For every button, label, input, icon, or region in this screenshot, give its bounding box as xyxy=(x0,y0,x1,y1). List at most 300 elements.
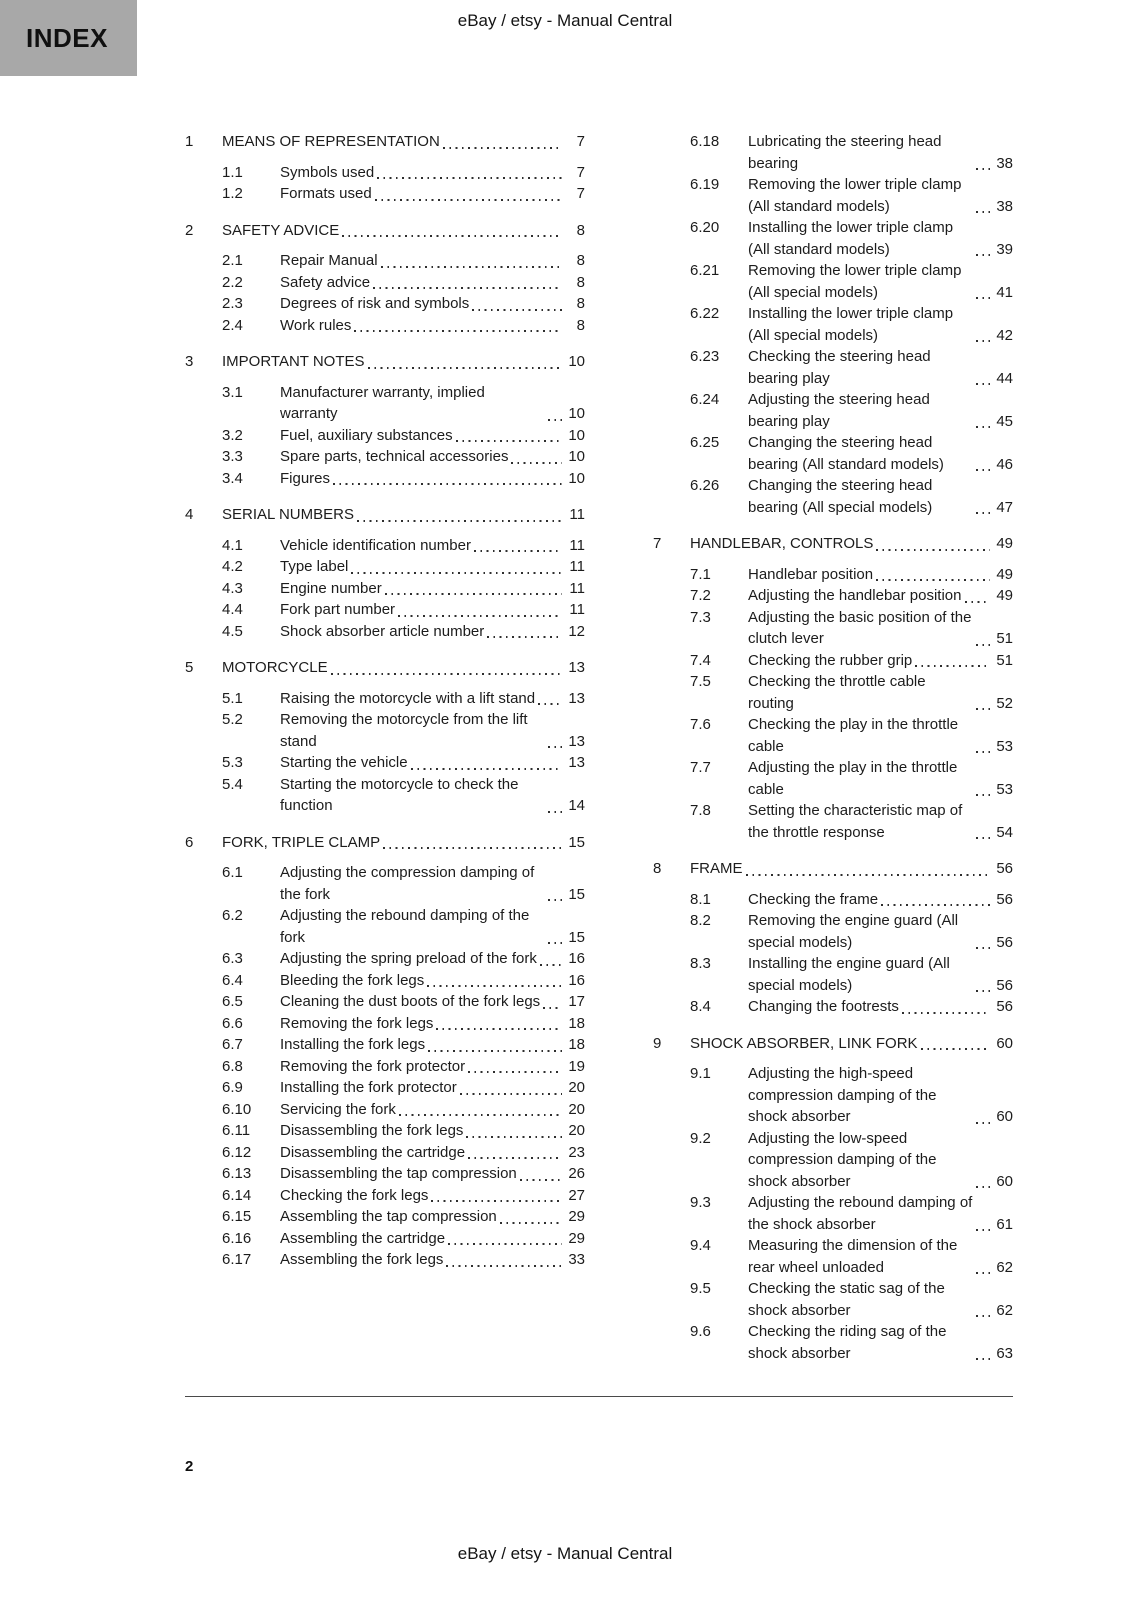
toc-entry xyxy=(185,991,585,1013)
dot-leader xyxy=(500,1222,562,1224)
entry-title: MEANS OF REPRESENTATION xyxy=(222,133,440,150)
entry-title: Adjusting the basic position of the clutch lever xyxy=(748,608,972,647)
entry-page: 62 xyxy=(996,1301,1013,1319)
toc-entry xyxy=(653,1128,1013,1193)
toc-entry xyxy=(653,217,1013,260)
dot-leader xyxy=(428,1050,562,1052)
toc-entry xyxy=(185,774,585,817)
dot-leader xyxy=(520,1179,562,1181)
entry-page: 19 xyxy=(568,1057,585,1075)
dot-leader xyxy=(456,440,562,442)
toc-entry xyxy=(653,714,1013,757)
entry-number: 2.2 xyxy=(222,273,243,291)
entry-title: Repair Manual xyxy=(280,252,378,269)
entry-number: 9.3 xyxy=(690,1194,711,1211)
entry-title: Removing the fork legs xyxy=(280,1014,434,1032)
entry-number: 7.4 xyxy=(690,651,711,669)
entry-number: 6.5 xyxy=(222,993,243,1010)
entry-page: 29 xyxy=(568,1229,585,1247)
toc-entry xyxy=(185,1099,585,1121)
entry-title: Fuel, auxiliary substances xyxy=(280,426,453,444)
toc-entry xyxy=(653,389,1013,432)
entry-body xyxy=(748,910,1013,953)
entry-title: Bleeding the fork legs xyxy=(280,971,425,989)
entry-title: Installing the lower triple clamp (All standard models) xyxy=(748,219,954,258)
entry-number: 6.9 xyxy=(222,1079,243,1096)
entry-body xyxy=(280,1142,585,1164)
entry-title: Checking the riding sag of the shock absorber xyxy=(748,1323,947,1362)
entry-page: 27 xyxy=(568,1186,585,1204)
toc-entry xyxy=(653,432,1013,475)
entry-page: 11 xyxy=(569,579,585,597)
entry-title: Checking the frame xyxy=(748,890,879,908)
dot-leader xyxy=(373,287,562,289)
entry-body xyxy=(748,953,1013,996)
dot-leader xyxy=(548,746,562,748)
entry-title: Installing the engine guard (All special models) xyxy=(748,955,950,994)
entry-number: 8.3 xyxy=(690,955,711,972)
entry-title: Measuring the dimension of the rear wheel unloaded xyxy=(748,1237,958,1276)
entry-title: IMPORTANT NOTES xyxy=(222,353,365,370)
dot-leader xyxy=(468,1157,562,1159)
toc-entry xyxy=(653,996,1013,1018)
entry-page: 47 xyxy=(996,498,1013,516)
toc-entry xyxy=(653,953,1013,996)
toc-entry xyxy=(185,862,585,905)
entry-title: Installing the fork protector xyxy=(280,1079,457,1096)
entry-title: Degrees of risk and symbols xyxy=(280,295,470,312)
header-title: eBay / etsy - Manual Central xyxy=(457,11,673,30)
toc-entry xyxy=(185,315,585,337)
entry-title: Removing the motorcycle from the lift stand xyxy=(280,711,528,750)
entry-number: 6.19 xyxy=(690,176,720,193)
entry-page: 15 xyxy=(568,833,585,851)
entry-title: Disassembling the fork legs xyxy=(280,1122,464,1139)
dot-leader xyxy=(976,469,990,471)
entry-number: 6.2 xyxy=(222,907,243,924)
entry-body xyxy=(280,1163,585,1185)
entry-body xyxy=(748,757,1013,800)
dot-leader xyxy=(976,340,990,342)
entry-body xyxy=(748,671,1013,714)
entry-number: 1.1 xyxy=(222,163,243,181)
toc-entry xyxy=(185,162,585,184)
dot-leader xyxy=(915,665,990,667)
dot-leader xyxy=(976,644,990,646)
entry-body xyxy=(748,607,1013,650)
dot-leader xyxy=(381,266,562,268)
toc-entry xyxy=(653,650,1013,672)
entry-title: Checking the steering head bearing play xyxy=(748,348,931,387)
entry-title: Starting the motorcycle to check the function xyxy=(280,775,519,814)
dot-leader xyxy=(468,1071,562,1073)
dot-leader xyxy=(472,309,562,311)
entry-body xyxy=(748,303,1013,346)
entry-body xyxy=(280,1013,585,1035)
toc-entry xyxy=(185,382,585,425)
entry-title: FRAME xyxy=(690,860,743,877)
dot-leader xyxy=(460,1093,562,1095)
entry-page: 13 xyxy=(568,732,585,750)
entry-title: Fork part number xyxy=(280,601,396,618)
entry-title: Safety advice xyxy=(280,273,371,291)
entry-title: MOTORCYCLE xyxy=(222,659,328,676)
entry-page: 20 xyxy=(568,1100,585,1118)
dot-leader xyxy=(443,147,562,149)
toc-entry xyxy=(185,1249,585,1271)
entry-number: 7.8 xyxy=(690,802,711,819)
dot-leader xyxy=(965,601,991,603)
entry-body xyxy=(280,250,585,272)
entry-body xyxy=(748,650,1013,672)
toc-entry xyxy=(653,858,1013,880)
entry-number: 6.17 xyxy=(222,1251,252,1268)
entry-body xyxy=(222,131,585,153)
entry-title: Adjusting the compression damping of the fork xyxy=(280,864,535,903)
dot-leader xyxy=(976,297,990,299)
entry-number: 6.4 xyxy=(222,971,243,989)
entry-number: 9.2 xyxy=(690,1129,711,1147)
dot-leader xyxy=(976,1272,990,1274)
dot-leader xyxy=(902,1012,990,1014)
entry-page: 12 xyxy=(568,622,585,640)
toc-entry xyxy=(653,1033,1013,1055)
entry-title: Adjusting the rebound damping of the fork xyxy=(280,907,530,946)
entry-body xyxy=(748,1192,1013,1235)
dot-leader xyxy=(976,990,990,992)
entry-page: 20 xyxy=(568,1079,585,1096)
entry-title: Adjusting the spring preload of the fork xyxy=(280,950,537,967)
entry-page: 33 xyxy=(568,1251,585,1268)
entry-number: 6.12 xyxy=(222,1143,252,1161)
entry-page: 23 xyxy=(568,1143,585,1161)
entry-page: 51 xyxy=(996,651,1013,669)
entry-title: Starting the vehicle xyxy=(280,754,408,771)
toc-entry xyxy=(185,425,585,447)
dot-leader xyxy=(399,1114,562,1116)
entry-body xyxy=(280,1077,585,1099)
toc-entry xyxy=(185,183,585,205)
dot-leader xyxy=(411,768,562,770)
dot-leader xyxy=(375,199,562,201)
entry-page: 10 xyxy=(568,353,585,370)
entry-body xyxy=(280,578,585,600)
entry-body xyxy=(748,585,1013,607)
dot-leader xyxy=(487,636,562,638)
entry-body xyxy=(222,832,585,854)
entry-title: Checking the rubber grip xyxy=(748,651,913,669)
entry-body xyxy=(222,351,585,373)
dot-leader xyxy=(331,673,562,675)
entry-body xyxy=(748,131,1013,174)
entry-page: 17 xyxy=(568,993,585,1010)
entry-number: 6.11 xyxy=(222,1122,251,1139)
entry-body xyxy=(280,1228,585,1250)
entry-page: 16 xyxy=(568,950,585,967)
entry-number: 7.5 xyxy=(690,673,711,690)
entry-title: Removing the engine guard (All special models) xyxy=(748,912,959,951)
entry-number: 1.2 xyxy=(222,185,243,202)
entry-page: 7 xyxy=(576,133,585,150)
toc-entry xyxy=(185,599,585,621)
entry-page: 15 xyxy=(568,928,585,946)
entry-body xyxy=(280,382,585,425)
entry-title: Engine number xyxy=(280,579,382,597)
entry-body xyxy=(280,1249,585,1271)
entry-body xyxy=(280,621,585,643)
entry-page: 60 xyxy=(996,1172,1013,1190)
entry-body xyxy=(748,1278,1013,1321)
dot-leader xyxy=(398,615,562,617)
entry-body xyxy=(748,174,1013,217)
dot-leader xyxy=(357,520,562,522)
dot-leader xyxy=(474,550,562,552)
toc-entry xyxy=(653,1063,1013,1128)
dot-leader xyxy=(976,837,990,839)
dot-leader xyxy=(746,874,991,876)
entry-title: Lubricating the steering head bearing xyxy=(748,133,942,172)
entry-title: Changing the steering head bearing (All special models) xyxy=(748,477,933,516)
entry-number: 3 xyxy=(185,353,194,370)
entry-page: 8 xyxy=(576,273,585,291)
entry-page: 38 xyxy=(996,154,1013,172)
entry-body xyxy=(748,889,1013,911)
toc-entry xyxy=(185,1142,585,1164)
entry-page: 42 xyxy=(996,326,1013,344)
entry-title: Spare parts, technical accessories xyxy=(280,448,509,465)
dot-leader xyxy=(876,579,990,581)
entry-page: 8 xyxy=(576,295,585,312)
entry-page: 11 xyxy=(569,536,585,554)
entry-number: 6.18 xyxy=(690,133,720,150)
entry-number: 5 xyxy=(185,659,194,676)
entry-number: 6.16 xyxy=(222,1229,252,1247)
entry-body xyxy=(280,1034,585,1056)
entry-number: 7.2 xyxy=(690,587,711,604)
entry-page: 45 xyxy=(996,412,1013,430)
entry-number: 6.20 xyxy=(690,219,720,236)
entry-page: 38 xyxy=(996,197,1013,215)
entry-title: Servicing the fork xyxy=(280,1100,396,1118)
toc-entry xyxy=(185,1034,585,1056)
entry-number: 6.3 xyxy=(222,950,243,967)
toc-entry xyxy=(185,970,585,992)
entry-page: 7 xyxy=(576,163,585,181)
entry-page: 46 xyxy=(996,455,1013,473)
toc-entry xyxy=(185,905,585,948)
dot-leader xyxy=(976,383,990,385)
entry-page: 29 xyxy=(568,1208,585,1225)
entry-number: 6.6 xyxy=(222,1014,243,1032)
entry-title: HANDLEBAR, CONTROLS xyxy=(690,535,874,552)
toc-entry xyxy=(185,1077,585,1099)
toc-entry xyxy=(653,1321,1013,1364)
entry-title: SERIAL NUMBERS xyxy=(222,506,354,523)
entry-body xyxy=(748,996,1013,1018)
entry-title: Setting the characteristic map of the throttle response xyxy=(748,802,963,841)
entry-body xyxy=(280,1120,585,1142)
entry-body xyxy=(280,991,585,1013)
entry-title: Adjusting the play in the throttle cable xyxy=(748,759,958,798)
entry-title: Installing the fork legs xyxy=(280,1036,426,1053)
entry-body xyxy=(748,432,1013,475)
entry-number: 5.2 xyxy=(222,711,243,728)
entry-body xyxy=(748,1321,1013,1364)
index-tab-label: INDEX xyxy=(26,22,108,53)
entry-title: Work rules xyxy=(280,316,352,334)
page-header xyxy=(0,11,1130,31)
toc-entry xyxy=(185,504,585,526)
dot-leader xyxy=(976,947,990,949)
entry-title: SAFETY ADVICE xyxy=(222,221,340,239)
toc-entry xyxy=(185,468,585,490)
toc-entry xyxy=(185,1228,585,1250)
entry-number: 6.25 xyxy=(690,434,720,451)
toc-column-2 xyxy=(653,131,1013,1364)
entry-body xyxy=(280,425,585,447)
entry-body xyxy=(280,774,585,817)
entry-body xyxy=(748,714,1013,757)
entry-number: 6.10 xyxy=(222,1100,252,1118)
entry-page: 49 xyxy=(996,535,1013,552)
entry-title: Checking the static sag of the shock absorber xyxy=(748,1280,945,1319)
toc-entry xyxy=(185,688,585,710)
entry-page: 10 xyxy=(568,448,585,465)
toc-entry xyxy=(185,832,585,854)
toc-entry xyxy=(185,272,585,294)
table-of-contents xyxy=(185,131,1013,1364)
dot-leader xyxy=(548,811,562,813)
toc-entry xyxy=(653,757,1013,800)
dot-leader xyxy=(354,330,562,332)
toc-entry xyxy=(185,131,585,153)
entry-body xyxy=(748,346,1013,389)
entry-number: 2.1 xyxy=(222,252,243,269)
dot-leader xyxy=(377,177,562,179)
entry-body xyxy=(280,862,585,905)
entry-title: Disassembling the cartridge xyxy=(280,1143,466,1161)
entry-page: 16 xyxy=(568,971,585,989)
entry-body xyxy=(222,657,585,679)
toc-entry xyxy=(653,260,1013,303)
entry-title: Adjusting the low-speed compression damping of the shock absorber xyxy=(748,1129,937,1190)
entry-body xyxy=(748,1128,1013,1193)
entry-body xyxy=(748,217,1013,260)
entry-title: SHOCK ABSORBER, LINK FORK xyxy=(690,1034,918,1052)
entry-number: 7 xyxy=(653,535,662,552)
toc-entry xyxy=(185,220,585,242)
toc-entry xyxy=(653,475,1013,518)
page-footer xyxy=(0,1544,1130,1564)
dot-leader xyxy=(881,904,990,906)
entry-body xyxy=(280,272,585,294)
dot-leader xyxy=(448,1243,562,1245)
dot-leader xyxy=(976,1122,990,1124)
dot-leader xyxy=(976,254,990,256)
dot-leader xyxy=(548,419,562,421)
entry-title: FORK, TRIPLE CLAMP xyxy=(222,833,381,851)
dot-leader xyxy=(976,1229,990,1231)
entry-page: 39 xyxy=(996,240,1013,258)
entry-title: Symbols used xyxy=(280,163,375,181)
entry-number: 6.1 xyxy=(222,864,243,881)
entry-number: 4.2 xyxy=(222,558,243,575)
entry-body xyxy=(280,1185,585,1207)
entry-body xyxy=(280,468,585,490)
entry-page: 63 xyxy=(996,1344,1013,1362)
toc-entry xyxy=(185,948,585,970)
dot-leader xyxy=(548,942,562,944)
dot-leader xyxy=(351,572,562,574)
entry-page: 20 xyxy=(568,1122,585,1139)
dot-leader xyxy=(976,426,990,428)
entry-number: 4.5 xyxy=(222,622,243,640)
toc-entry xyxy=(653,585,1013,607)
entry-body xyxy=(280,535,585,557)
dot-leader xyxy=(446,1265,562,1267)
toc-entry xyxy=(185,657,585,679)
entry-number: 7.7 xyxy=(690,759,711,776)
entry-body xyxy=(690,533,1013,555)
entry-page: 15 xyxy=(568,885,585,903)
entry-body xyxy=(280,752,585,774)
entry-page: 10 xyxy=(568,469,585,487)
entry-number: 6.7 xyxy=(222,1036,243,1053)
toc-entry xyxy=(185,1206,585,1228)
entry-page: 11 xyxy=(569,558,585,575)
entry-number: 4.3 xyxy=(222,579,243,597)
toc-entry xyxy=(185,446,585,468)
toc-entry xyxy=(653,889,1013,911)
entry-body xyxy=(222,220,585,242)
entry-number: 6.14 xyxy=(222,1186,252,1204)
entry-title: Removing the lower triple clamp (All special models) xyxy=(748,262,962,301)
entry-page: 18 xyxy=(568,1014,585,1032)
entry-body xyxy=(748,475,1013,518)
entry-number: 6.13 xyxy=(222,1165,252,1182)
toc-entry xyxy=(185,1120,585,1142)
dot-leader xyxy=(921,1048,990,1050)
entry-title: Cleaning the dust boots of the fork legs xyxy=(280,993,541,1010)
footer-title: eBay / etsy - Manual Central xyxy=(457,1544,673,1563)
toc-entry xyxy=(185,1013,585,1035)
entry-body xyxy=(280,1099,585,1121)
entry-page: 11 xyxy=(569,506,585,523)
entry-page: 26 xyxy=(568,1165,585,1182)
entry-number: 3.4 xyxy=(222,469,243,487)
entry-page: 8 xyxy=(576,252,585,269)
dot-leader xyxy=(976,1358,990,1360)
entry-number: 6.22 xyxy=(690,305,720,322)
entry-number: 2.3 xyxy=(222,295,243,312)
entry-title: Assembling the fork legs xyxy=(280,1251,444,1268)
entry-title: Installing the lower triple clamp (All special models) xyxy=(748,305,954,344)
dot-leader xyxy=(538,703,562,705)
entry-number: 7.3 xyxy=(690,608,711,626)
entry-body xyxy=(280,556,585,578)
toc-entry xyxy=(185,1056,585,1078)
entry-page: 8 xyxy=(576,221,585,239)
toc-entry xyxy=(653,910,1013,953)
dot-leader xyxy=(368,367,562,369)
dot-leader xyxy=(431,1200,562,1202)
dot-leader xyxy=(976,708,990,710)
entry-page: 52 xyxy=(996,694,1013,712)
entry-page: 56 xyxy=(996,998,1013,1015)
entry-number: 9.4 xyxy=(690,1237,711,1254)
dot-leader xyxy=(976,211,990,213)
entry-body xyxy=(280,1206,585,1228)
